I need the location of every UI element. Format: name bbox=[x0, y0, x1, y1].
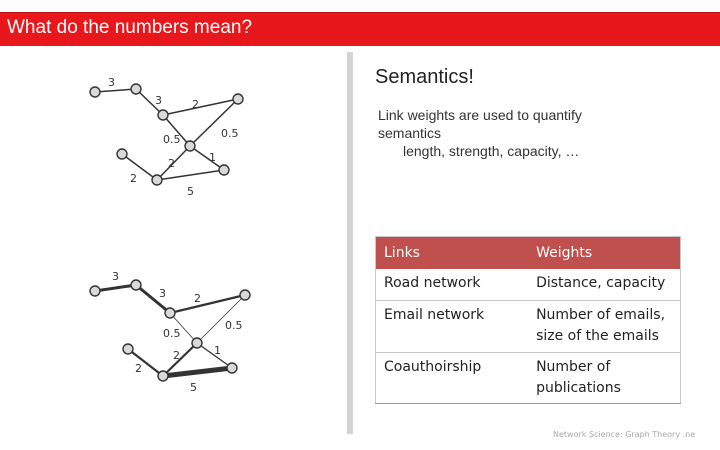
edge-label: 2 bbox=[192, 98, 199, 111]
node bbox=[240, 290, 250, 300]
column-header-links: Links bbox=[376, 237, 529, 269]
body-text-line: Link weights are used to quantify bbox=[378, 107, 582, 123]
edge bbox=[95, 285, 136, 291]
edge-label: 5 bbox=[190, 381, 197, 394]
edge-label: 3 bbox=[159, 287, 166, 300]
edge-label: 2 bbox=[194, 292, 201, 305]
node bbox=[158, 371, 168, 381]
node bbox=[123, 344, 133, 354]
body-text-line: semantics bbox=[378, 125, 442, 141]
edge-label: 2 bbox=[168, 157, 175, 170]
table-cell: Number of emails, size of the emails bbox=[536, 307, 666, 344]
edge-label: 1 bbox=[214, 344, 221, 357]
edge-label: 5 bbox=[187, 185, 194, 198]
edge-label: 2 bbox=[130, 172, 137, 185]
edge bbox=[163, 368, 232, 376]
weights-table bbox=[375, 236, 681, 404]
table-cell: Coauthoirship bbox=[384, 359, 482, 375]
table-header-row bbox=[376, 237, 681, 269]
slide-title: What do the numbers mean? bbox=[7, 17, 253, 38]
table-cell: Road network bbox=[384, 274, 481, 291]
vertical-divider bbox=[347, 52, 353, 434]
edge-label: 1 bbox=[209, 151, 216, 164]
edge-label: 2 bbox=[135, 362, 142, 375]
node bbox=[192, 338, 202, 348]
body-text-line: length, strength, capacity, … bbox=[403, 143, 580, 159]
edge-label: 3 bbox=[108, 76, 115, 89]
node bbox=[131, 280, 141, 290]
node bbox=[165, 308, 175, 318]
edge-label: 2 bbox=[173, 349, 180, 362]
table-row bbox=[376, 301, 681, 353]
edge-label: 0.5 bbox=[163, 133, 181, 146]
table-cell: Email network bbox=[384, 307, 485, 323]
edge-label: 0.5 bbox=[221, 127, 239, 140]
graph-bottom bbox=[0, 0, 345, 450]
section-heading: Semantics! bbox=[375, 66, 474, 88]
edge bbox=[170, 295, 245, 313]
table-cell: Distance, capacity bbox=[536, 274, 666, 291]
edge bbox=[128, 349, 163, 376]
node bbox=[90, 286, 100, 296]
table-row bbox=[376, 353, 681, 404]
edge-label: 0.5 bbox=[225, 319, 243, 332]
column-header-weights: Weights bbox=[528, 237, 680, 269]
footer-text: Network Science: Graph Theory .ne bbox=[553, 430, 696, 439]
edge-label: 3 bbox=[155, 94, 162, 107]
node bbox=[227, 363, 237, 373]
table-row bbox=[376, 269, 681, 301]
table-cell: Number of publications bbox=[536, 359, 621, 396]
edge-label: 3 bbox=[112, 270, 119, 283]
edge-label: 0.5 bbox=[163, 327, 181, 340]
